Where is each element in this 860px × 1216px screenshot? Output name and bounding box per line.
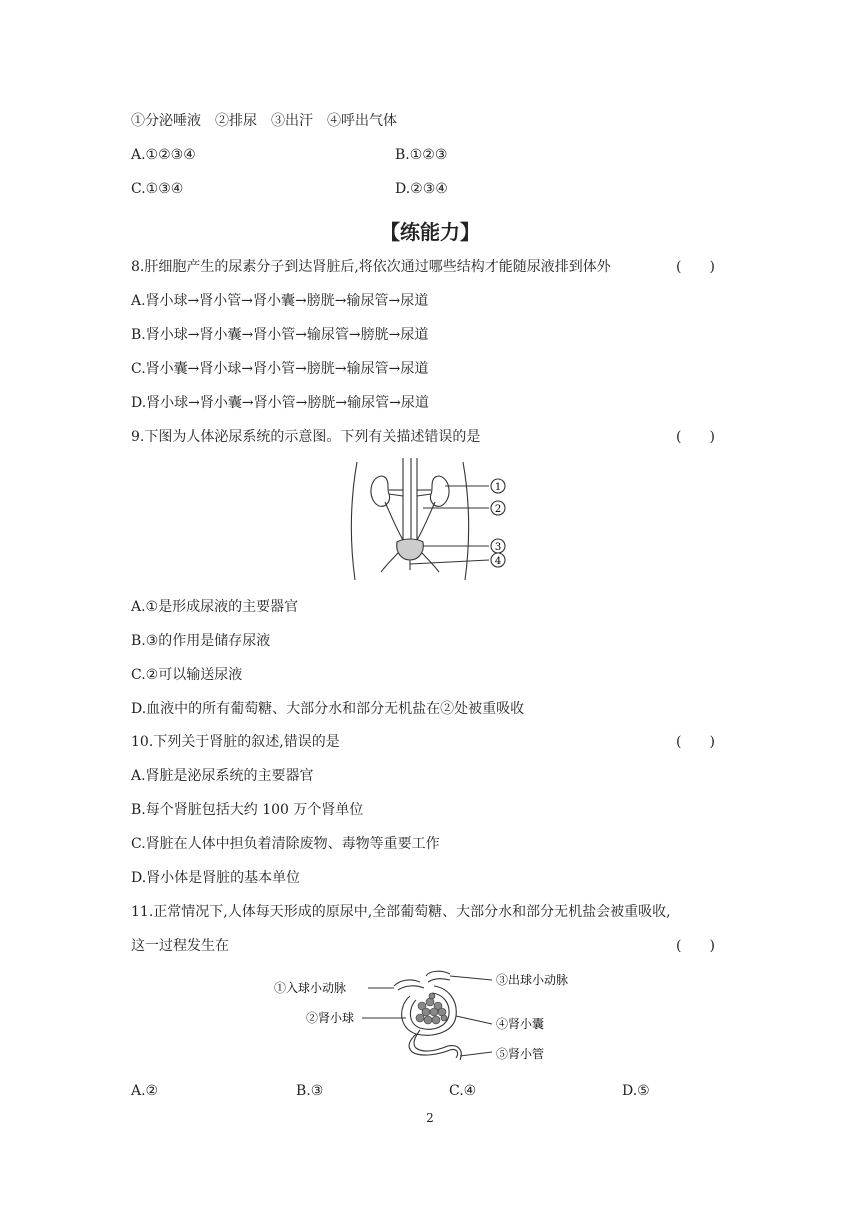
label-efferent-arteriole: ③出球小动脉 bbox=[496, 973, 569, 987]
q10-answer-paren: ( ) bbox=[676, 734, 715, 750]
q8-option-a: A.肾小球→肾小管→肾小囊→膀胱→输尿管→尿道 bbox=[131, 293, 429, 309]
svg-text:3: 3 bbox=[494, 542, 502, 553]
page-number: 2 bbox=[426, 1111, 434, 1125]
q11-option-b: B.③ bbox=[296, 1083, 324, 1099]
q10-stem: 10.下列关于肾脏的叙述,错误的是 bbox=[131, 734, 340, 750]
q11-answer-paren: ( ) bbox=[676, 938, 715, 954]
svg-text:1: 1 bbox=[494, 482, 502, 493]
q10-option-c: C.肾脏在人体中担负着清除废物、毒物等重要工作 bbox=[131, 836, 440, 852]
left-ureter bbox=[385, 502, 403, 540]
q10-option-a: A.肾脏是泌尿系统的主要器官 bbox=[131, 768, 314, 784]
q11-stem-line1: 11.正常情况下,人体每天形成的原尿中,全部葡萄糖、大部分水和部分无机盐会被重吸收, bbox=[131, 904, 671, 920]
left-kidney bbox=[371, 476, 390, 506]
q11-option-c: C.④ bbox=[449, 1083, 477, 1099]
q9-stem: 9.下图为人体泌尿系统的示意图。下列有关描述错误的是 bbox=[131, 429, 481, 445]
q9-option-a: A.①是形成尿液的主要器官 bbox=[131, 599, 299, 615]
label-bowmans-capsule: ④肾小囊 bbox=[496, 1017, 545, 1031]
q10-option-d: D.肾小体是肾脏的基本单位 bbox=[131, 870, 301, 886]
q8-option-c: C.肾小囊→肾小球→肾小管→膀胱→输尿管→尿道 bbox=[131, 361, 429, 377]
q7-option-d: D.②③④ bbox=[395, 181, 448, 197]
q8-option-b: B.肾小球→肾小囊→肾小管→输尿管→膀胱→尿道 bbox=[131, 327, 429, 343]
q8-answer-paren: ( ) bbox=[676, 259, 715, 275]
q9-option-d: D.血液中的所有葡萄糖、大部分水和部分无机盐在②处被重吸收 bbox=[131, 701, 525, 717]
bladder bbox=[397, 539, 424, 560]
q11-stem-line2: 这一过程发生在 bbox=[131, 938, 229, 954]
q8-stem: 8.肝细胞产生的尿素分子到达肾脏后,将依次通过哪些结构才能随尿液排到体外 bbox=[131, 259, 611, 275]
q11-option-d: D.⑤ bbox=[622, 1083, 650, 1099]
q9-option-b: B.③的作用是储存尿液 bbox=[131, 633, 271, 649]
q11-option-a: A.② bbox=[131, 1083, 159, 1099]
q8-option-d: D.肾小球→肾小囊→肾小管→膀胱→输尿管→尿道 bbox=[131, 395, 429, 411]
nephron-figure bbox=[270, 966, 590, 1066]
q7-option-a: A.①②③④ bbox=[131, 147, 196, 163]
q7-option-c: C.①③④ bbox=[131, 181, 184, 197]
q7-option-b: B.①②③ bbox=[395, 147, 448, 163]
label-renal-tubule: ⑤肾小管 bbox=[496, 1047, 545, 1061]
right-kidney bbox=[430, 476, 449, 506]
label-glomerulus: ②肾小球 bbox=[306, 1011, 355, 1025]
svg-text:2: 2 bbox=[494, 504, 502, 515]
q9-option-c: C.②可以输送尿液 bbox=[131, 667, 243, 683]
q9-answer-paren: ( ) bbox=[676, 429, 715, 445]
svg-text:4: 4 bbox=[494, 556, 502, 567]
label-afferent-arteriole: ①入球小动脉 bbox=[274, 981, 347, 995]
urinary-system-figure bbox=[345, 456, 520, 584]
q10-option-b: B.每个肾脏包括大约 100 万个肾单位 bbox=[131, 802, 364, 818]
q7-items: ①分泌唾液 ②排尿 ③出汗 ④呼出气体 bbox=[131, 113, 397, 129]
section-title: 【练能力】 bbox=[380, 220, 480, 244]
